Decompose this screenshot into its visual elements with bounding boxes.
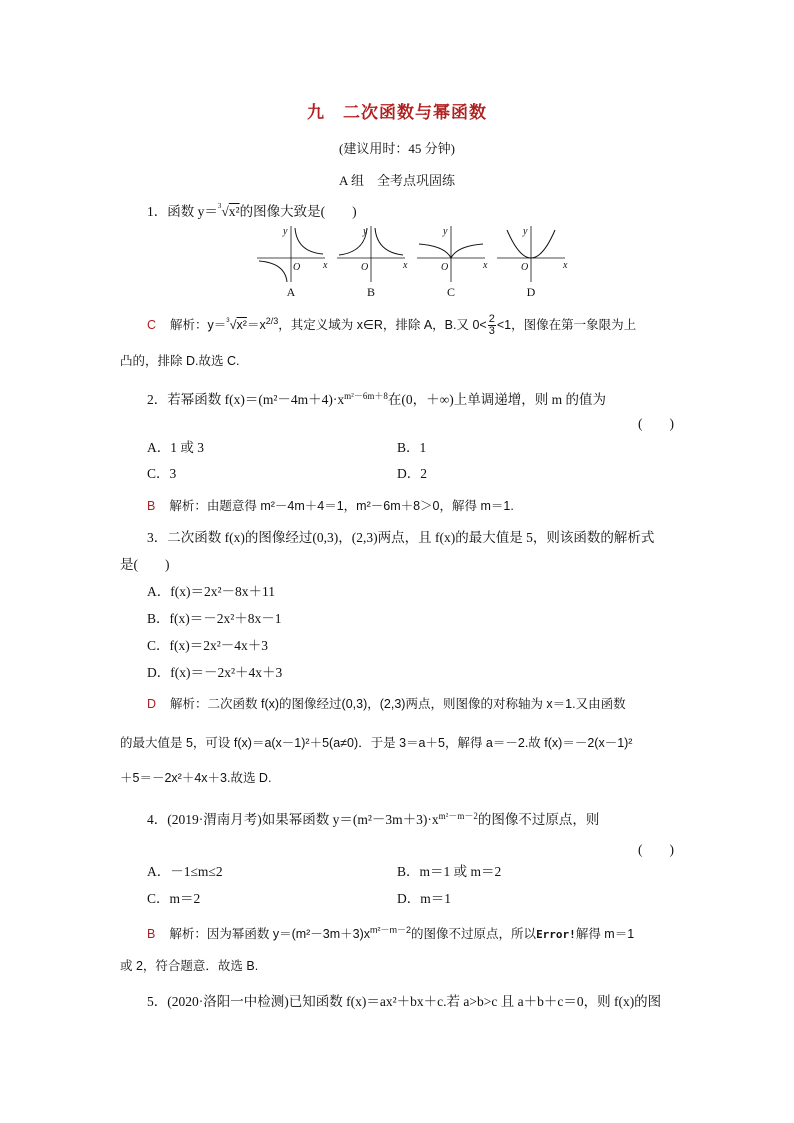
q3-option-b: B．f(x)＝－2x²＋8x－1 (147, 611, 282, 626)
graph-d-x-label: x (563, 260, 568, 271)
graph-a (257, 226, 328, 282)
q4-option-c: C．m＝2 (147, 891, 201, 906)
graph-a-origin: O (293, 262, 301, 273)
graph-label-c: C (446, 285, 456, 299)
q1-answer: C (147, 318, 157, 332)
q4-stem: 4．(2019·渭南月考)如果幂函数 $y=(m^2-3m+3)\cdot x^{m^2-m-2}$的图像不过原点，则 (147, 811, 600, 827)
q3-solution-line3: ＋5＝－2x²＋4x＋3.故选 D. (120, 771, 272, 785)
q3-option-c: C．f(x)＝2x²－4x＋3 (147, 638, 269, 653)
graph-c (417, 226, 488, 282)
graph-c-y-label: y (443, 226, 448, 237)
q3-solution-line2: 的最大值是 5，可设 f(x)＝a(x－1)²＋5(a≠0)．于是 3＝a＋5，解得 a＝－2.故 f(x)＝－2(x－1)² (120, 736, 633, 750)
group-heading: A 组 全考点巩固练 (339, 173, 455, 188)
graph-c-origin: O (441, 262, 449, 273)
q1-solution-line1: C 解析：$y=^3√x^2=x^{2/3}$，其定义域为 x∈R，排除 A，B.又 0< $\frac{2}{3}$ <1，图像在第一象限为上 (147, 313, 637, 338)
q2-answer: B (147, 499, 156, 513)
graph-c-x-label: x (483, 260, 488, 271)
q2-stem: 2．若幂函数 $f(x)=(m^2-4m+4)\cdot x^{m^2-6m+8}$在(0，＋∞)上单调递增，则 m 的值为 (147, 391, 606, 407)
graph-a-y-label: y (283, 226, 288, 237)
graph-label-d: D (526, 285, 536, 299)
graph-label-a: A (286, 285, 296, 299)
graph-d-origin: O (521, 262, 529, 273)
q4-answer: B (147, 927, 156, 941)
render-error-text: Error! (536, 928, 576, 941)
q2-option-c: C．3 (147, 466, 177, 481)
q2-option-a: A．1 或 3 (147, 440, 204, 455)
q4-option-b: B．m＝1 或 m＝2 (397, 864, 502, 879)
q2-solution: B 解析：由题意得 m²－4m＋4＝1，m²－6m＋8＞0，解得 m＝1. (147, 499, 514, 513)
graph-b-origin: O (361, 262, 369, 273)
q4-option-d: D．m＝1 (397, 891, 451, 906)
q4-solution-line2: 或 2，符合题意．故选 B. (120, 959, 259, 973)
q1-stem: 1．函数 y＝$^3$√x²的图像大致是( ) (147, 202, 357, 219)
q2-answer-paren: ( ) (638, 416, 674, 431)
q4-option-a: A．－1≤m≤2 (147, 864, 223, 879)
q3-answer: D (147, 697, 157, 711)
cube-root-expression: √x² (221, 204, 240, 219)
graph-d (497, 226, 568, 282)
page-title: 九 二次函数与幂函数 (307, 103, 487, 122)
q3-option-d: D．f(x)＝－2x²＋4x＋3 (147, 665, 283, 680)
q1-option-graphs (255, 220, 568, 300)
q4-solution-line1: B 解析：因为幂函数 $y=(m^2-3m+3)x^{m^2-m-2}$的图像不过原点，所以Error!解得 m＝1 (147, 925, 635, 941)
q4-answer-paren: ( ) (638, 842, 674, 857)
graph-a-x-label: x (323, 260, 328, 271)
q1-solution-line2: 凸的，排除 D.故选 C. (120, 354, 240, 368)
time-suggestion: (建议用时：45 分钟) (339, 141, 455, 156)
graph-b-y-label: y (363, 226, 368, 237)
q3-stem-line2: 是( ) (120, 557, 170, 572)
q3-option-a: A．f(x)＝2x²－8x＋11 (147, 584, 276, 599)
q3-stem-line1: 3．二次函数 f(x)的图像经过(0,3)，(2,3)两点，且 f(x)的最大值是 5，则该函数的解析式 (147, 530, 655, 545)
graph-label-b: B (366, 285, 376, 299)
q2-option-d: D．2 (397, 466, 427, 481)
graph-b (337, 226, 408, 282)
q5-stem: 5．(2020·洛阳一中检测)已知函数 f(x)＝ax²＋bx＋c.若 a>b>c 且 a＋b＋c＝0，则 f(x)的图 (147, 994, 662, 1009)
graph-b-x-label: x (403, 260, 408, 271)
q3-solution-line1: D 解析：二次函数 f(x)的图像经过(0,3)，(2,3)两点，则图像的对称轴为 x＝1.又由函数 (147, 697, 626, 711)
q1-fraction: $\frac{2}{3}$ (488, 313, 495, 338)
q2-option-b: B．1 (397, 440, 427, 455)
graph-d-y-label: y (523, 226, 528, 237)
